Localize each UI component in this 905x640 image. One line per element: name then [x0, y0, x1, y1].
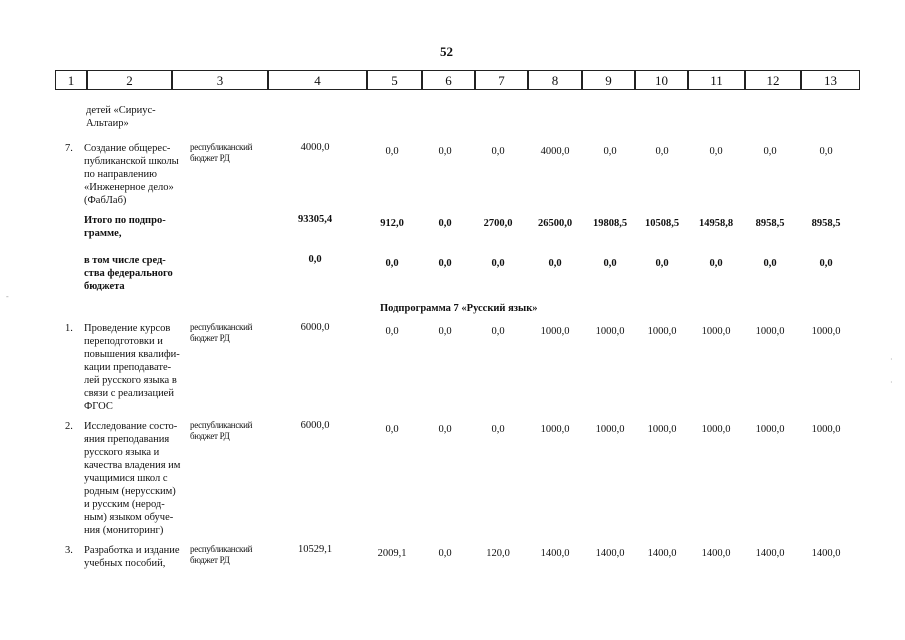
row-number: 1.	[65, 323, 73, 334]
scan-mark: ‑	[6, 292, 9, 301]
value-cell: 0,0	[603, 258, 617, 269]
value-cell: 8958,5	[755, 218, 785, 229]
value-cell: 912,0	[380, 218, 404, 229]
header-cell: 3	[172, 70, 268, 90]
value-cell: 4000,0	[300, 142, 330, 153]
value-cell: 0,0	[438, 218, 452, 229]
value-cell: 0,0	[385, 424, 399, 435]
value-cell: 1000,0	[811, 326, 841, 337]
row-name: в том числе сред- ства федерального бюджета	[84, 255, 173, 292]
value-cell: 0,0	[548, 258, 562, 269]
header-cell: 1	[55, 70, 87, 90]
value-cell: 0,0	[819, 258, 833, 269]
value-cell: 0,0	[308, 254, 322, 265]
scan-mark: ·	[890, 378, 893, 387]
value-cell: 0,0	[438, 146, 452, 157]
value-cell: 2009,1	[377, 548, 407, 559]
value-cell: 0,0	[491, 258, 505, 269]
value-cell: 0,0	[603, 146, 617, 157]
value-cell: 6000,0	[300, 420, 330, 431]
continuation-text: детей «Сириус- Альтаир»	[86, 105, 156, 129]
value-cell: 1000,0	[647, 424, 677, 435]
value-cell: 1000,0	[595, 424, 625, 435]
value-cell: 0,0	[655, 146, 669, 157]
header-cell: 5	[367, 70, 422, 90]
value-cell: 1000,0	[595, 326, 625, 337]
value-cell: 4000,0	[540, 146, 570, 157]
value-cell: 0,0	[438, 424, 452, 435]
header-cell: 10	[635, 70, 688, 90]
value-cell: 0,0	[385, 146, 399, 157]
value-cell: 1400,0	[811, 548, 841, 559]
row-name: Итого по подпро- грамме,	[84, 215, 166, 239]
page-number: 52	[440, 44, 453, 59]
header-cell: 4	[268, 70, 367, 90]
value-cell: 0,0	[385, 258, 399, 269]
value-cell: 14958,8	[698, 218, 734, 229]
value-cell: 0,0	[709, 258, 723, 269]
value-cell: 0,0	[438, 258, 452, 269]
row-number: 2.	[65, 421, 73, 432]
row-number: 7.	[65, 143, 73, 154]
value-cell: 1400,0	[755, 548, 785, 559]
value-cell: 120,0	[486, 548, 510, 559]
value-cell: 0,0	[819, 146, 833, 157]
header-cell: 9	[582, 70, 635, 90]
value-cell: 0,0	[709, 146, 723, 157]
value-cell: 10529,1	[297, 544, 333, 555]
header-cell: 12	[745, 70, 801, 90]
value-cell: 0,0	[491, 424, 505, 435]
value-cell: 1000,0	[540, 424, 570, 435]
value-cell: 0,0	[491, 326, 505, 337]
header-cell: 7	[475, 70, 528, 90]
value-cell: 1400,0	[701, 548, 731, 559]
header-cell: 6	[422, 70, 475, 90]
value-cell: 19808,5	[592, 218, 628, 229]
value-cell: 1400,0	[540, 548, 570, 559]
value-cell: 0,0	[763, 146, 777, 157]
value-cell: 0,0	[385, 326, 399, 337]
value-cell: 1400,0	[647, 548, 677, 559]
header-cell: 2	[87, 70, 172, 90]
value-cell: 1000,0	[755, 424, 785, 435]
row-number: 3.	[65, 545, 73, 556]
row-name: Проведение курсов переподготовки и повышения квалифи- кации преподавате- лей русского языка в связи с реализацией ФГОС	[84, 323, 180, 412]
value-cell: 2700,0	[483, 218, 513, 229]
row-name: Разработка и издание учебных пособий,	[84, 545, 180, 569]
value-cell: 10508,5	[644, 218, 680, 229]
value-cell: 0,0	[763, 258, 777, 269]
value-cell: 0,0	[491, 146, 505, 157]
value-cell: 8958,5	[811, 218, 841, 229]
value-cell: 1000,0	[701, 424, 731, 435]
value-cell: 93305,4	[297, 214, 333, 225]
value-cell: 1400,0	[595, 548, 625, 559]
value-cell: 1000,0	[811, 424, 841, 435]
value-cell: 0,0	[438, 326, 452, 337]
funding-source: республиканский бюджет РД	[190, 322, 253, 343]
value-cell: 0,0	[438, 548, 452, 559]
row-name: Исследование состо- яния преподавания русского языка и качества владения им учащимися школ с родным (нерусским) и русским (нерод- ным) языком обуче- ния (мониторинг)	[84, 421, 181, 536]
value-cell: 1000,0	[540, 326, 570, 337]
header-cell: 11	[688, 70, 745, 90]
scan-mark: ·	[890, 355, 893, 364]
row-name: Создание общерес- публиканской школы по направлению «Инженерное дело» (ФабЛаб)	[84, 143, 179, 206]
value-cell: 1000,0	[647, 326, 677, 337]
value-cell: 1000,0	[701, 326, 731, 337]
header-cell: 8	[528, 70, 582, 90]
table-header	[55, 70, 860, 92]
funding-source: республиканский бюджет РД	[190, 420, 253, 441]
value-cell: 6000,0	[300, 322, 330, 333]
value-cell: 26500,0	[537, 218, 573, 229]
subprogram-title: Подпрограмма 7 «Русский язык»	[380, 303, 538, 314]
funding-source: республиканский бюджет РД	[190, 142, 253, 163]
funding-source: республиканский бюджет РД	[190, 544, 253, 565]
header-cell: 13	[801, 70, 860, 90]
value-cell: 0,0	[655, 258, 669, 269]
value-cell: 1000,0	[755, 326, 785, 337]
